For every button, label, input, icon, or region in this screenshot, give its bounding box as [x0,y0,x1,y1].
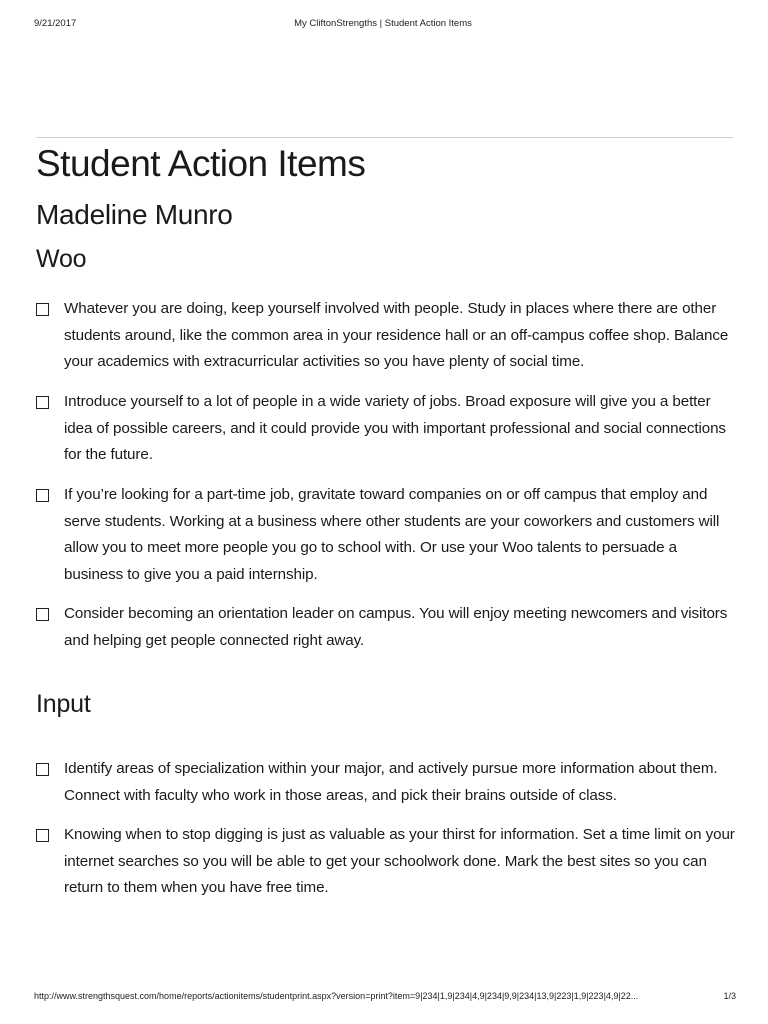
page-title: Student Action Items [36,143,366,184]
action-item-checkbox[interactable] [36,489,49,502]
section-title-woo: Woo [36,245,87,273]
action-item-checkbox[interactable] [36,303,49,316]
action-item [36,822,736,902]
student-name: Madeline Munro [36,199,233,230]
action-item [36,389,736,469]
title-divider [36,137,733,138]
action-item-text: Whatever you are doing, keep yourself involved with people. Study in places where there are other students around, like the common area in your residence hall or an off-campus coffee shop. Balance your academics with extracurricular activities so you have plenty of social time. [64,300,729,370]
print-title: My CliftonStrengths | Student Action Items [294,18,472,29]
action-item-checkbox[interactable] [36,608,49,621]
section-title-input: Input [36,690,91,718]
action-item-checkbox[interactable] [36,396,49,409]
print-date: 9/21/2017 [34,18,77,29]
page-number: 1/3 [723,991,736,1001]
print-footer [34,991,736,1005]
action-item-text: Identify areas of specialization within your major, and actively pursue more information about them. Connect with faculty who work in those areas, and pick their brains outside of class. [64,760,718,804]
action-item [36,296,736,376]
action-item-checkbox[interactable] [36,829,49,842]
action-item-text: Introduce yourself to a lot of people in a wide variety of jobs. Broad exposure will give you a better idea of possible careers, and it could provide you with important professional and social connections for the future. [64,393,726,463]
action-item-text: If you’re looking for a part-time job, gravitate toward companies on or off campus that employ and serve students. Working at a business where other students are your coworkers and customers will allow you to meet more people you go to school with. Or use your Woo talents to persuade a business to give you a paid internship. [64,486,720,583]
print-header [34,18,732,32]
action-item [36,601,736,654]
action-item [36,482,736,588]
footer-url-link[interactable]: http://www.strengthsquest.com/home/reports/actionitems/studentprint.aspx?version=print?item=9|234|1,9|234|4,9|234|9,9|234|13,9|223|1,9|223|4,9|22... [34,991,639,1001]
action-item-text: Consider becoming an orientation leader on campus. You will enjoy meeting newcomers and visitors and helping get people connected right away. [64,605,728,649]
action-item-checkbox[interactable] [36,763,49,776]
action-item [36,756,736,809]
action-item-text: Knowing when to stop digging is just as valuable as your thirst for information. Set a time limit on your internet searches so you will be able to get your schoolwork done. Mark the best sites so you can return to them when you have free time. [64,826,735,896]
